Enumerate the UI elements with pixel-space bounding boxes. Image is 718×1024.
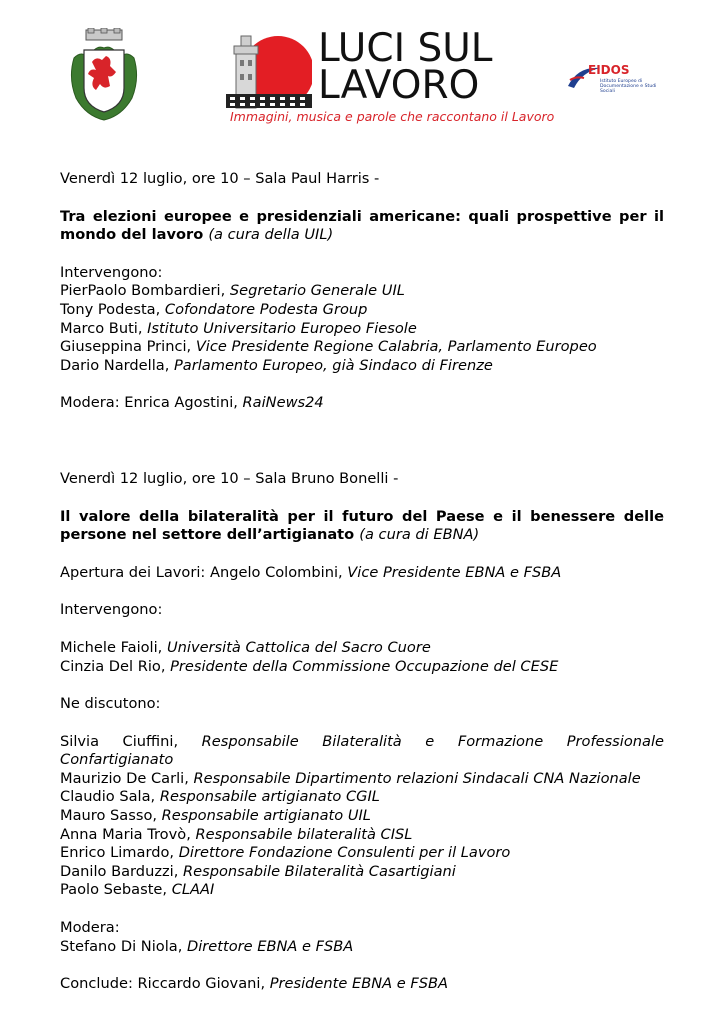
list-item: Mauro Sasso, Responsabile artigianato UIL [60,807,371,825]
event2-title-text: Il valore della bilateralità per il futuro del Paese e il benessere delle persone nel settore dell’artigianato [60,507,664,544]
list-item: Tony Podesta, Cofondatore Podesta Group [60,300,368,318]
logo-title-line2: LAVORO [318,63,480,108]
event2-discussants-label: Ne discutono: [60,695,161,713]
list-item: Paolo Sebaste, CLAAI [60,881,215,899]
list-item: Enrico Limardo, Direttore Fondazione Consulenti per il Lavoro [60,844,511,862]
logo-title [318,26,493,108]
event2-moderator: Stefano Di Niola, Direttore EBNA e FSBA [60,937,354,955]
list-item: Anna Maria Trovò, Responsabile bilateralità CISL [60,825,413,843]
program-content [60,170,664,994]
partner-tagline: Istituto Europeo di Documentazione e Studi Sociali [600,79,657,94]
event1-speakers-label: Intervengono: [60,263,163,281]
list-item: Giuseppina Princi, Vice Presidente Regione Calabria, Parlamento Europeo [60,338,597,356]
event1-title [60,208,664,245]
list-item-continuation: Confartigianato [60,751,174,769]
list-item: Dario Nardella, Parlamento Europeo, già Sindaco di Firenze [60,356,493,374]
event2-closing: Conclude: Riccardo Giovani, Presidente EBNA e FSBA [60,975,449,993]
event1-curator: (a cura della UIL) [208,226,334,244]
event2-moderator-label: Modera: [60,919,120,937]
event2-datetime: Venerdì 12 luglio, ore 10 – Sala Bruno Bonelli - [60,469,399,487]
list-item: Danilo Barduzzi, Responsabile Bilateralità Casartigiani [60,862,456,880]
page-header [0,0,718,140]
list-item: PierPaolo Bombardieri, Segretario Generale UIL [60,282,405,300]
list-item: Silvia Ciuffini, Responsabile Bilateralità e Formazione Professionale [60,732,664,750]
event2-title [60,508,664,545]
list-item: Cinzia Del Rio, Presidente della Commissione Occupazione del CESE [60,657,559,675]
logo-subtitle: Immagini, musica e parole che raccontano il Lavoro [230,109,555,124]
partner-name: EIDOS [588,63,630,77]
event2-curator: (a cura di EBNA) [359,526,480,544]
event1-moderator: Modera: Enrica Agostini, RaiNews24 [60,394,324,412]
event1-datetime: Venerdì 12 luglio, ore 10 – Sala Paul Harris - [60,170,380,187]
logo-title-line1: LUCI SUL [318,26,493,71]
list-item: Marco Buti, Istituto Universitario Europeo Fiesole [60,319,417,337]
event1-title-text: Tra elezioni europee e presidenziali americane: quali prospettive per il mondo del lavoro [60,207,664,244]
city-crest-icon [66,28,142,124]
list-item: Maurizio De Carli, Responsabile Dipartimento relazioni Sindacali CNA Nazionale [60,769,641,787]
list-item: Claudio Sala, Responsabile artigianato CGIL [60,788,380,806]
tower-film-logo-icon [226,34,312,114]
list-item: Michele Faioli, Università Cattolica del Sacro Cuore [60,638,431,656]
event2-speakers-label: Intervengono: [60,601,163,619]
event2-opening: Apertura dei Lavori: Angelo Colombini, Vice Presidente EBNA e FSBA [60,563,562,581]
